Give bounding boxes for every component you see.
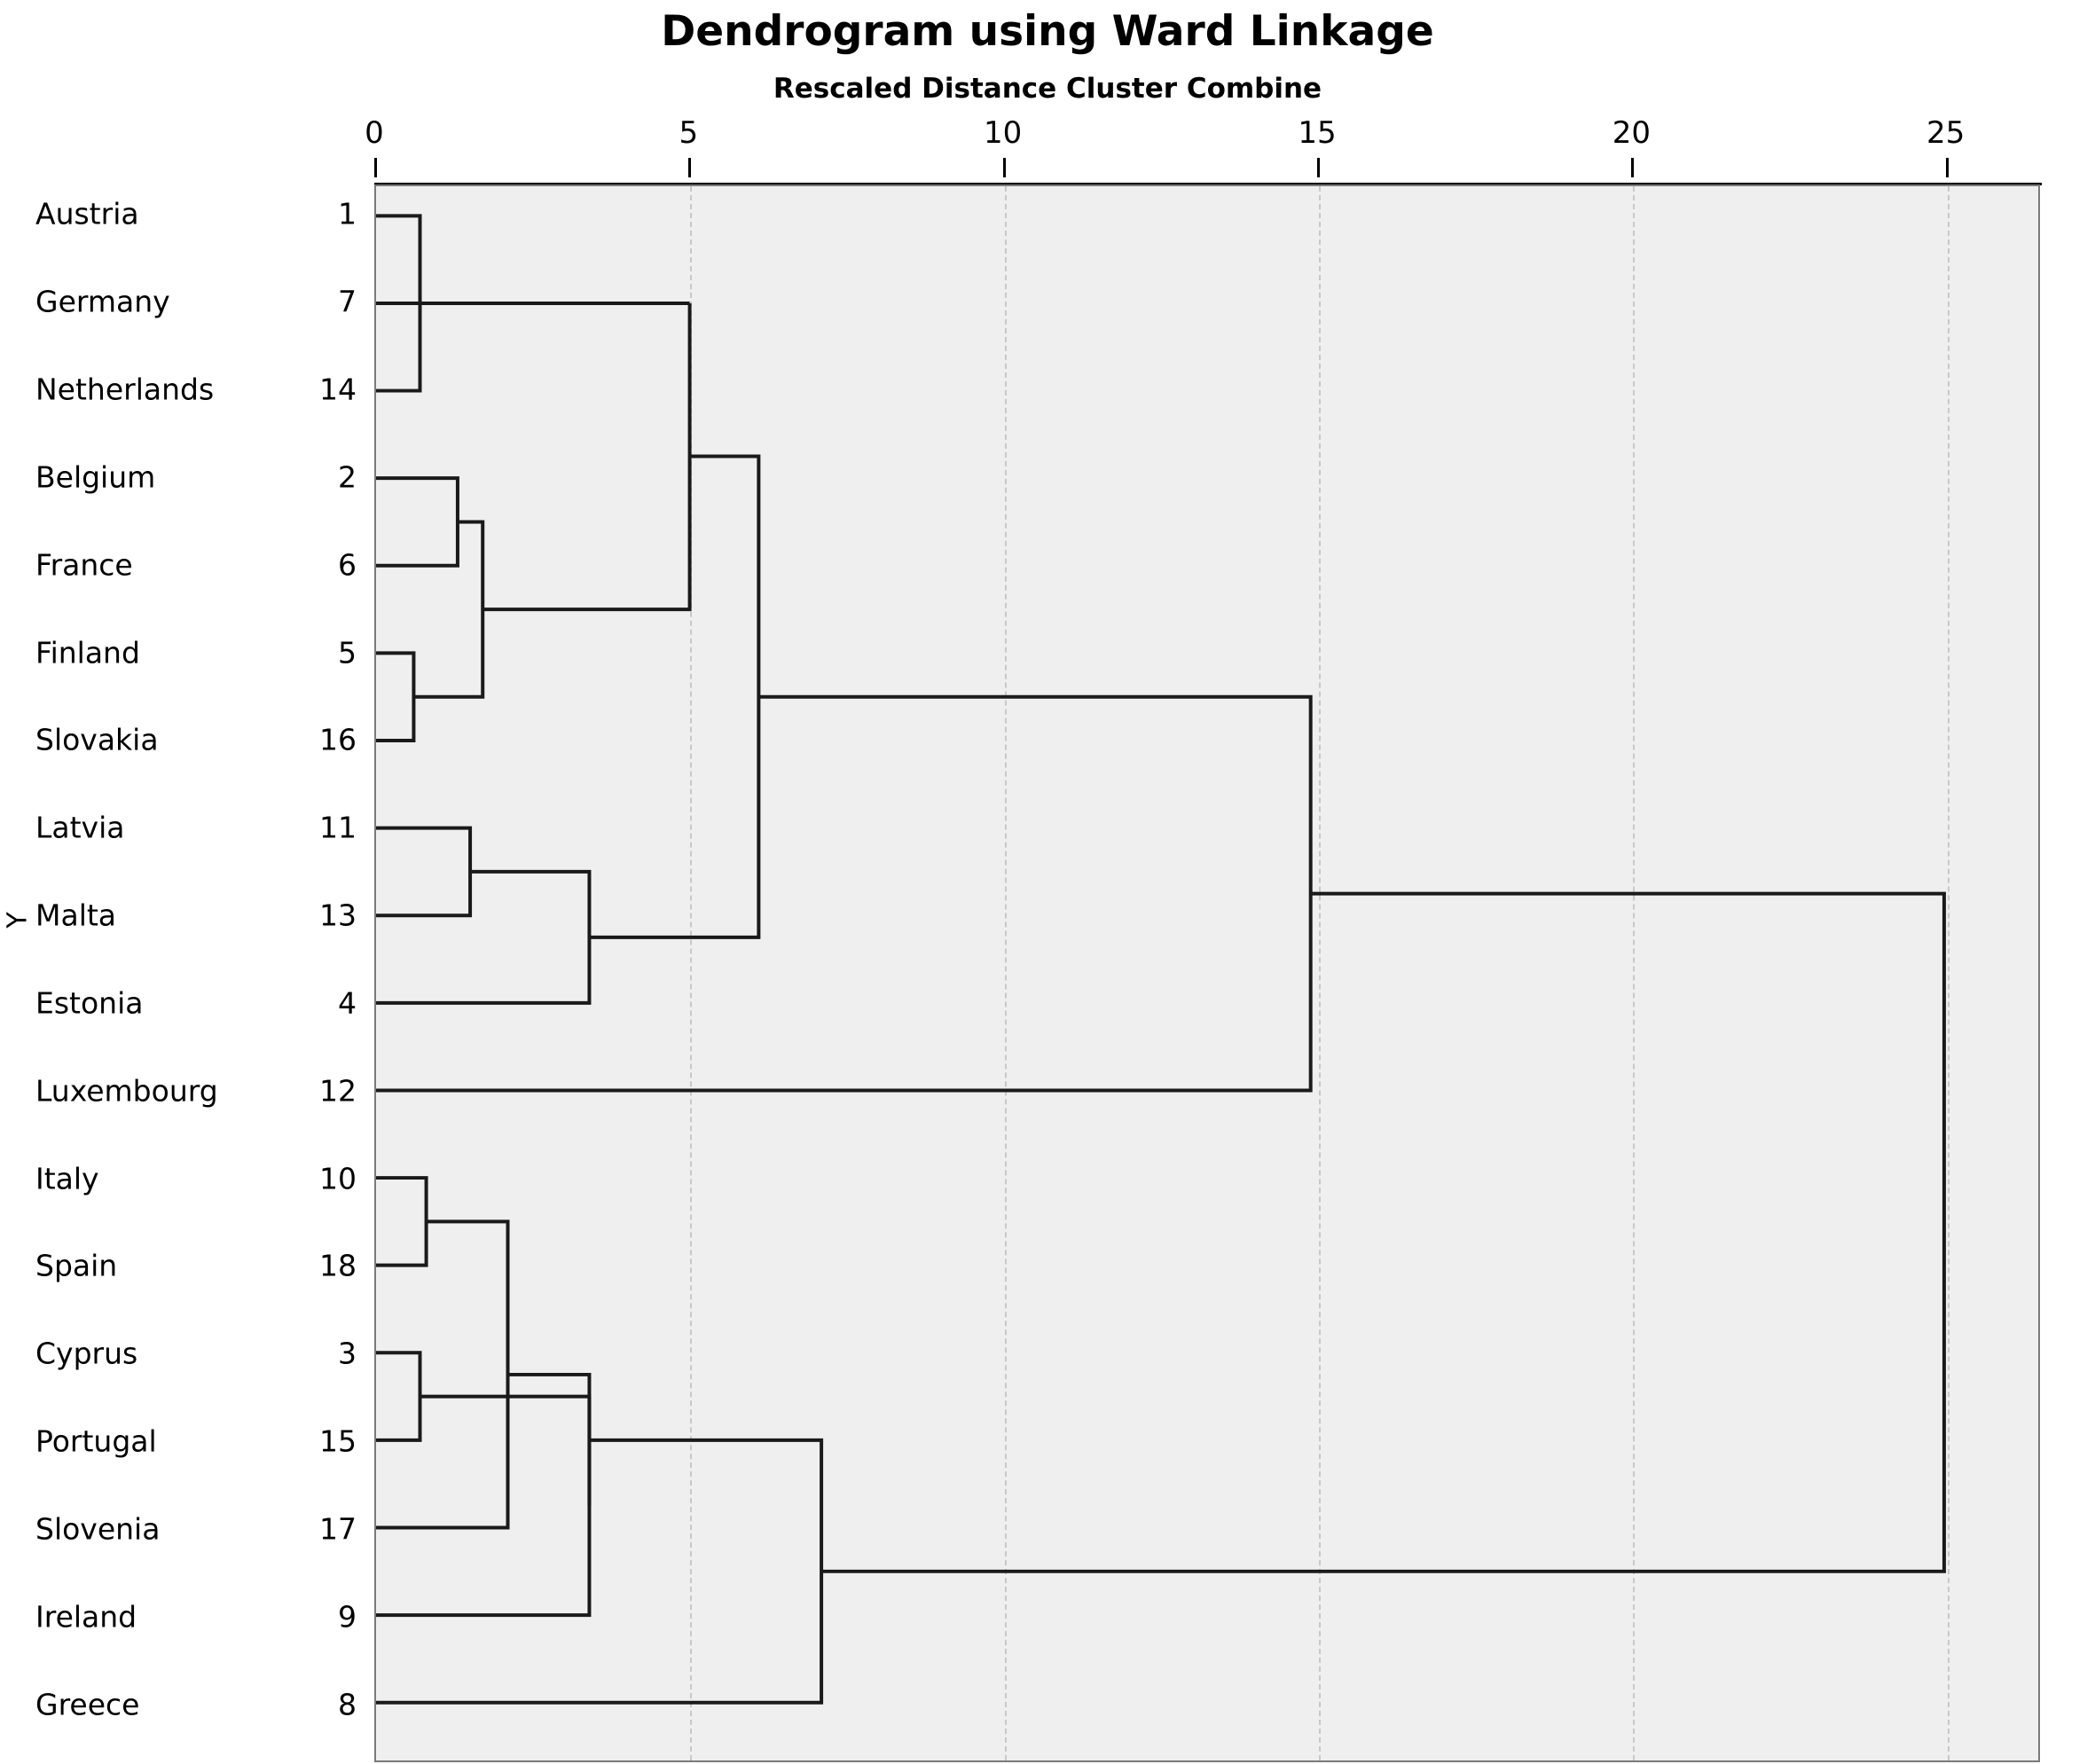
dendrogram-link [376, 1440, 821, 1703]
dendrogram-link [376, 1352, 420, 1440]
leaf-number: 18 [319, 1248, 357, 1283]
leaf-label: Ireland [35, 1599, 137, 1635]
leaf-number: 2 [338, 459, 357, 495]
x-tick [1317, 158, 1320, 177]
dendrogram-link [376, 697, 1311, 1091]
x-tick-label: 20 [1612, 115, 1651, 151]
leaf-label: Finland [35, 635, 140, 670]
chart-subtitle: Rescaled Distance Cluster Combine [773, 73, 1322, 105]
leaf-label: Portugal [35, 1423, 157, 1459]
dendrogram-links [376, 186, 2038, 1760]
x-tick [1003, 158, 1006, 177]
leaf-number: 6 [338, 547, 357, 583]
dendrogram-link [376, 828, 470, 916]
leaf-number: 15 [319, 1423, 357, 1459]
dendrogram-link [508, 1375, 590, 1506]
dendrogram-link [376, 1397, 589, 1616]
leaf-number: 13 [319, 898, 357, 933]
leaf-label: Germany [35, 284, 170, 319]
leaf-label: Slovenia [35, 1511, 161, 1547]
leaf-label: Greece [35, 1687, 140, 1722]
x-tick-label: 10 [984, 115, 1023, 151]
leaf-label: Spain [35, 1248, 118, 1283]
leaf-number: 17 [319, 1511, 357, 1547]
leaf-number: 12 [319, 1073, 357, 1109]
leaf-label: Luxembourg [35, 1073, 218, 1109]
leaf-label: Malta [35, 898, 117, 933]
leaf-number: 4 [338, 985, 357, 1021]
dendrogram-link [376, 1221, 508, 1527]
dendrogram-link [821, 894, 1944, 1572]
plot-area [374, 184, 2040, 1762]
dendrogram-link [413, 521, 483, 696]
chart-title: Dendrogram using Ward Linkage [661, 7, 1434, 56]
dendrogram-link [376, 1178, 427, 1266]
x-tick [374, 158, 377, 177]
x-tick [1631, 158, 1634, 177]
dendrogram-link [376, 653, 413, 741]
leaf-number: 11 [319, 810, 357, 845]
leaf-number: 10 [319, 1161, 357, 1196]
leaf-number: 9 [338, 1599, 357, 1635]
x-tick [1946, 158, 1949, 177]
leaf-number: 14 [319, 372, 357, 407]
leaf-number: 16 [319, 722, 357, 757]
leaf-number: 3 [338, 1336, 357, 1371]
leaf-label: Italy [35, 1161, 99, 1196]
leaf-label: Austria [35, 196, 139, 231]
x-tick-label: 0 [365, 115, 384, 151]
x-tick-label: 5 [679, 115, 699, 151]
x-tick-label: 25 [1926, 115, 1966, 151]
leaf-number: 5 [338, 635, 357, 670]
dendrogram-link [483, 303, 689, 609]
leaf-number: 7 [338, 284, 357, 319]
y-axis-label: Y [2, 912, 34, 929]
leaf-label: Belgium [35, 459, 156, 495]
leaf-number: 8 [338, 1687, 357, 1722]
leaf-label: Cyprus [35, 1336, 138, 1371]
leaf-label: France [35, 547, 133, 583]
dendrogram-link [376, 872, 589, 1003]
leaf-label: Estonia [35, 985, 144, 1021]
x-tick [688, 158, 691, 177]
leaf-number: 1 [338, 196, 357, 231]
leaf-label: Latvia [35, 810, 125, 845]
leaf-label: Netherlands [35, 372, 215, 407]
x-tick-label: 15 [1298, 115, 1337, 151]
leaf-label: Slovakia [35, 722, 159, 757]
dendrogram-link [589, 457, 758, 937]
dendrogram-link [376, 478, 458, 566]
